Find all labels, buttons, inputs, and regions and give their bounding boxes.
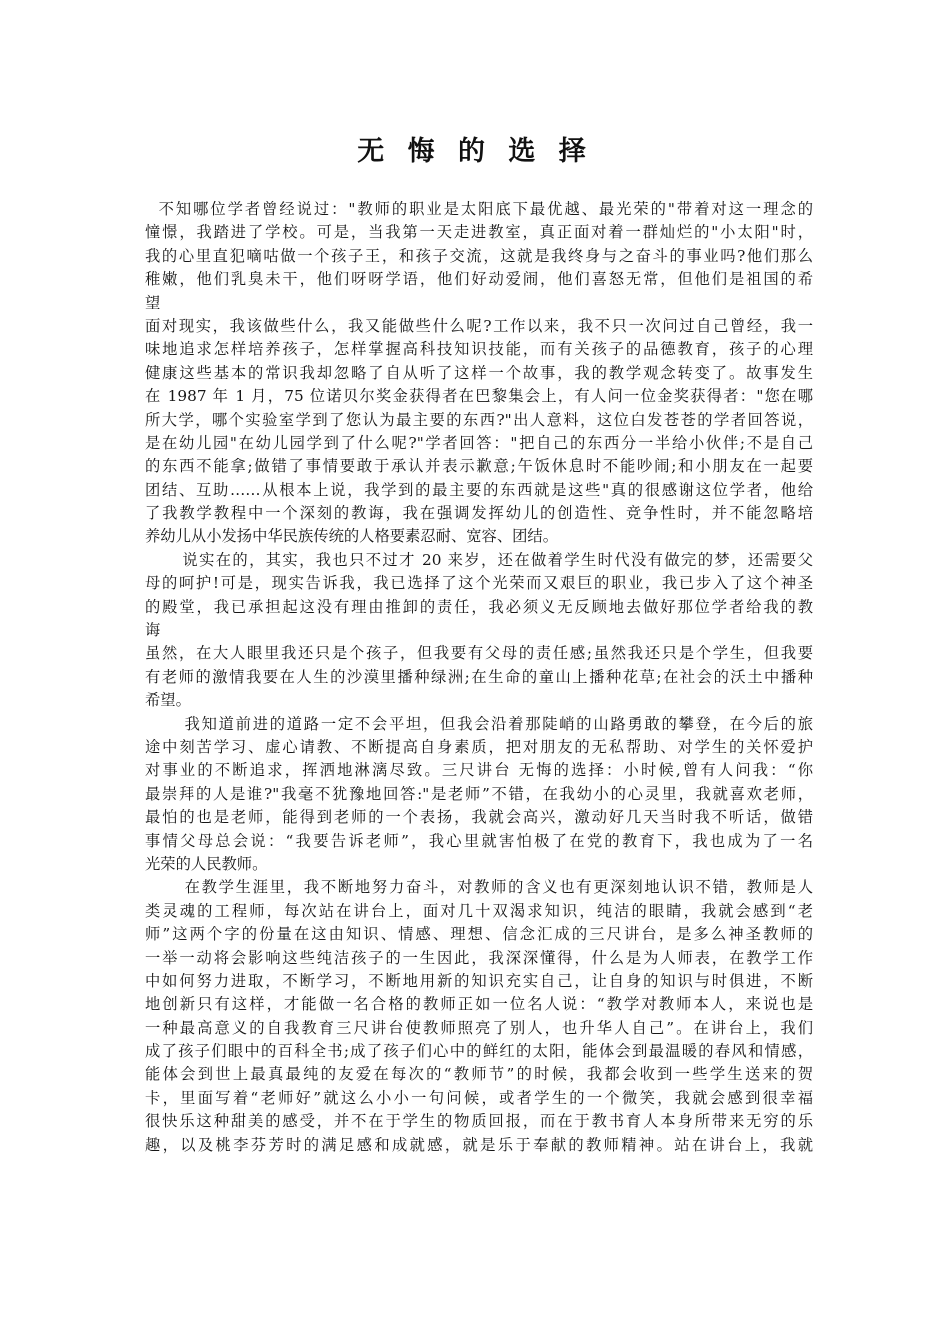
text-line: 成了孩子们眼中的百科全书;成了孩子们心中的鲜红的太阳，能体会到最温暖的春风和情感，: [145, 1042, 813, 1061]
text-line: 中如何努力进取，不断学习，不断地用新的知识充实自己，让自身的知识与时俱进，不断: [145, 971, 813, 990]
text-line: 憧憬，我踏进了学校。可是，当我第一天走进教室，真正面对着一群灿烂的"小太阳"时，: [145, 223, 813, 242]
text-line: 我知道前进的道路一定不会平坦，但我会沿着那陡峭的山路勇敢的攀登，在今后的旅: [145, 714, 813, 733]
text-line: 趣，以及桃李芬芳时的满足感和成就感，就是乐于奉献的教师精神。站在讲台上，我就: [145, 1135, 813, 1154]
text-line: 光荣的人民教师。: [145, 854, 268, 873]
text-line: 希望。: [145, 691, 191, 710]
text-line: 团结、互助……从根本上说，我学到的最主要的东西就是这些"真的很感谢这位学者，他给: [145, 480, 813, 499]
text-line: 的东西不能拿;做错了事情要敢于承认并表示歉意;午饭休息时不能吵闹;和小朋友在一起要: [145, 457, 813, 476]
text-line: 在教学生涯里，我不断地努力奋斗，对教师的含义也有更深刻地认识不错，教师是人: [145, 878, 813, 897]
text-line: 味地追求怎样培养孩子，怎样掌握高科技知识技能，而有关孩子的品德教育，孩子的心理: [145, 340, 813, 359]
document-title: 无 悔 的 选 择: [357, 136, 593, 167]
text-line: 虽然，在大人眼里我还只是个孩子，但我要有父母的责任感;虽然我还只是个学生，但我要: [145, 644, 813, 663]
text-line: 稚嫩，他们乳臭未干，他们呀呀学语，他们好动爱闹，他们喜怒无常，但他们是祖国的希: [145, 270, 813, 289]
text-line: 能体会到世上最真最纯的友爱在每次的“教师节”的时候，我都会收到一些学生送来的贺: [145, 1065, 813, 1084]
document-body: [145, 198, 813, 1157]
text-line: 是在幼儿园"在幼儿园学到了什么呢?"学者回答："把自己的东西分一半给小伙伴;不是自己: [145, 433, 813, 452]
text-line: 最怕的也是老师，能得到老师的一个表扬，我就会高兴，激动好几天当时我不听话，做错: [145, 808, 813, 827]
text-line: 诲: [145, 621, 161, 640]
text-line: 的殿堂，我已承担起这没有理由推卸的责任，我必须义无反顾地去做好那位学者给我的教: [145, 597, 813, 616]
text-line: 说实在的，其实，我也只不过才 20 来岁，还在做着学生时代没有做完的梦，还需要父: [145, 550, 813, 569]
text-line: 卡，里面写着“老师好”就这么小小一句问候，或者学生的一个微笑，我就会感到很幸福: [145, 1088, 813, 1107]
text-line: 对事业的不断追求，挥洒地淋漓尽致。三尺讲台 无悔的选择：小时候,曾有人问我：“你: [145, 761, 813, 780]
text-line: 养幼儿从小发扬中华民族传统的人格要素忍耐、宽容、团结。: [145, 527, 559, 546]
text-line: 事情父母总会说：“我要告诉老师”，我心里就害怕极了在党的教育下，我也成为了一名: [145, 831, 813, 850]
text-line: 望: [145, 293, 161, 312]
text-line: 一种最高意义的自我教育三尺讲台使教师照亮了别人，也升华人自己”。在讲台上，我们: [145, 1018, 813, 1037]
text-line: 地创新只有这样，才能做一名合格的教师正如一位名人说：“教学对教师本人，来说也是: [145, 995, 813, 1014]
text-line: 所大学，哪个实验室学到了您认为最主要的东西?"出人意料，这位白发苍苍的学者回答说，: [145, 410, 813, 429]
text-line: 不知哪位学者曾经说过："教师的职业是太阳底下最优越、最光荣的"带着对这一理念的: [145, 200, 813, 218]
text-line: 一举一动将会影响这些纯洁孩子的一生因此，我深深懂得，什么是为人师表，在教学工作: [145, 948, 813, 967]
text-line: 我的心里直犯嘀咕做一个孩子王，和孩子交流，这就是我终身与之奋斗的事业吗?他们那么: [145, 246, 813, 265]
text-line: 师”这两个字的份量在这由知识、情感、理想、信念汇成的三尺讲台，是多么神圣教师的: [145, 925, 813, 944]
text-line: 母的呵护!可是，现实告诉我，我已选择了这个光荣而又艰巨的职业，我已步入了这个神圣: [145, 574, 813, 593]
text-line: 了我教学教程中一个深刻的教诲，我在强调发挥幼儿的创造性、竞争性时，并不能忽略培: [145, 504, 813, 523]
text-line: 最崇拜的人是谁?"我毫不犹豫地回答:"是老师”不错，在我幼小的心灵里，我就喜欢老师，: [145, 784, 813, 803]
text-line: 类灵魂的工程师，每次站在讲台上，面对几十双渴求知识，纯洁的眼睛，我就会感到“老: [145, 901, 813, 920]
text-line: 面对现实，我该做些什么，我又能做些什么呢?工作以来，我不只一次问过自己曾经，我一: [145, 316, 813, 335]
text-line: 有老师的激情我要在人生的沙漠里播种绿洲;在生命的童山上播种花草;在社会的沃土中播种: [145, 667, 813, 686]
text-line: 途中刻苦学习、虚心请教、不断提高自身素质，把对朋友的无私帮助、对学生的关怀爱护: [145, 737, 813, 756]
text-line: 很快乐这种甜美的感受，并不在于学生的物质回报，而在于教书育人本身所带来无穷的乐: [145, 1112, 813, 1131]
text-line: 健康这些基本的常识我却忽略了自从听了这样一个故事，我的教学观念转变了。故事发生: [145, 363, 813, 382]
text-line: 在 1987 年 1 月，75 位诺贝尔奖金获得者在巴黎集会上，有人问一位金奖获得者："您在哪: [145, 387, 813, 406]
